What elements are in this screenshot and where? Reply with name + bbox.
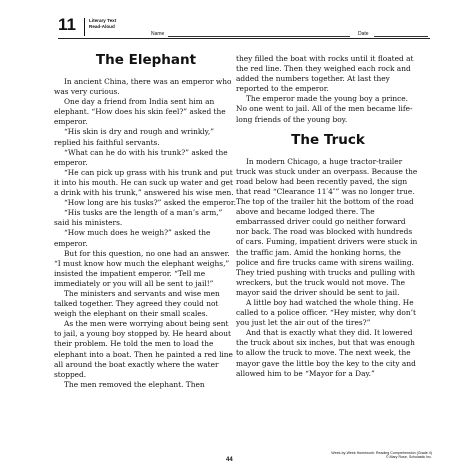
paragraph: The ministers and servants and wise men talked together. They agreed they could not weigh the elephant on their small scales. [54,288,220,319]
paragraph: But for this question, no one had an answer. “I must know how much the elephant weighs,” insisted the impatient emperor. “Tell me immediately or you will all be sent to jail!” [54,248,230,288]
footer-page-number: 44 [226,457,233,463]
section-label-line1: Literary Text [89,18,117,23]
footer-credit-line2: © Mary Rose, Scholastic Inc. [385,455,432,460]
name-label: Name [151,31,165,37]
paragraph: The emperor made the young boy a prince. No one went to jail. All of the men became life-long friends of the young boy. [236,94,413,124]
footer-credit [322,451,432,460]
footer-credit-line1: Week-by-Week Homework: Reading Comprehension (Grade 4) [331,451,432,455]
left-column [54,44,238,390]
section-label-line2: Read-Aloud [89,23,115,29]
paragraph: they filled the boat with rocks until it floated at the red line. Then they weighed each rock and added the numbers together. At last they reported to the emperor. [236,54,414,94]
paragraph: “His tusks are the length of a man’s arm,” said his ministers. [54,208,223,228]
page-number: 11 [58,15,76,34]
story-title-truck: The Truck [291,131,365,148]
paragraph: “How much does he weigh?” asked the emperor. [54,228,211,248]
paragraph: A little boy had watched the whole thing. He called to a police officer. “Hey mister, why don’t you just let the air out of the tires?” [236,297,416,328]
paragraph: And that is exactly what they did. It lowered the truck about six inches, but that was enough to allow the truck to move. The next week, the mayor gave the little boy the key to the city and allowed him to be “Mayor for a Day.” [236,328,416,378]
story-title-elephant: The Elephant [95,52,197,68]
header-divider [84,18,85,36]
name-field[interactable] [168,36,350,37]
paragraph: The men removed the elephant. Then [64,379,205,389]
section-label [89,18,116,29]
date-label: Date [358,31,369,37]
right-column [236,54,420,379]
paragraph: “How long are his tusks?” asked the emperor. [64,198,236,208]
paragraph: In ancient China, there was an emperor who was very curious. [54,77,232,97]
paragraph: As the men were worrying about being sent to jail, a young boy stopped by. He heard about their problem. He told the men to load the elephant into a boat. Then he painted a red line all around the boat exactly where the water stopped. [54,319,233,379]
paragraph: “What can he do with his trunk?” asked the emperor. [54,147,228,167]
paragraph: In modern Chicago, a huge tractor-trailer truck was stuck under an overpass. Because the road below had been recently paved, the sign that read “Clearance 11′4″” was no longer true. The top of the trailer hit the bottom of the road above and became lodged there. The embarrassed driver could go neither forward nor back. The road was blocked with hundreds of cars. Fuming, impatient drivers were stuck in the traffic jam. Amid the honking horns, the police and fire trucks came with sirens wailing. They tried pushing with trucks and pulling with wreckers, but the truck would not move. The mayor said the driver should be sent to jail. [236,156,418,297]
paragraph: “His skin is dry and rough and wrinkly,” replied his faithful servants. [54,127,214,147]
page-header [58,14,430,39]
paragraph: “He can pick up grass with his trunk and put it into his mouth. He can suck up water and get a drink with his trunk,” answered his wise men. [54,167,234,198]
date-field[interactable] [374,36,428,37]
paragraph: One day a friend from India sent him an elephant. “How does his skin feel?” asked the emperor. [54,97,226,127]
